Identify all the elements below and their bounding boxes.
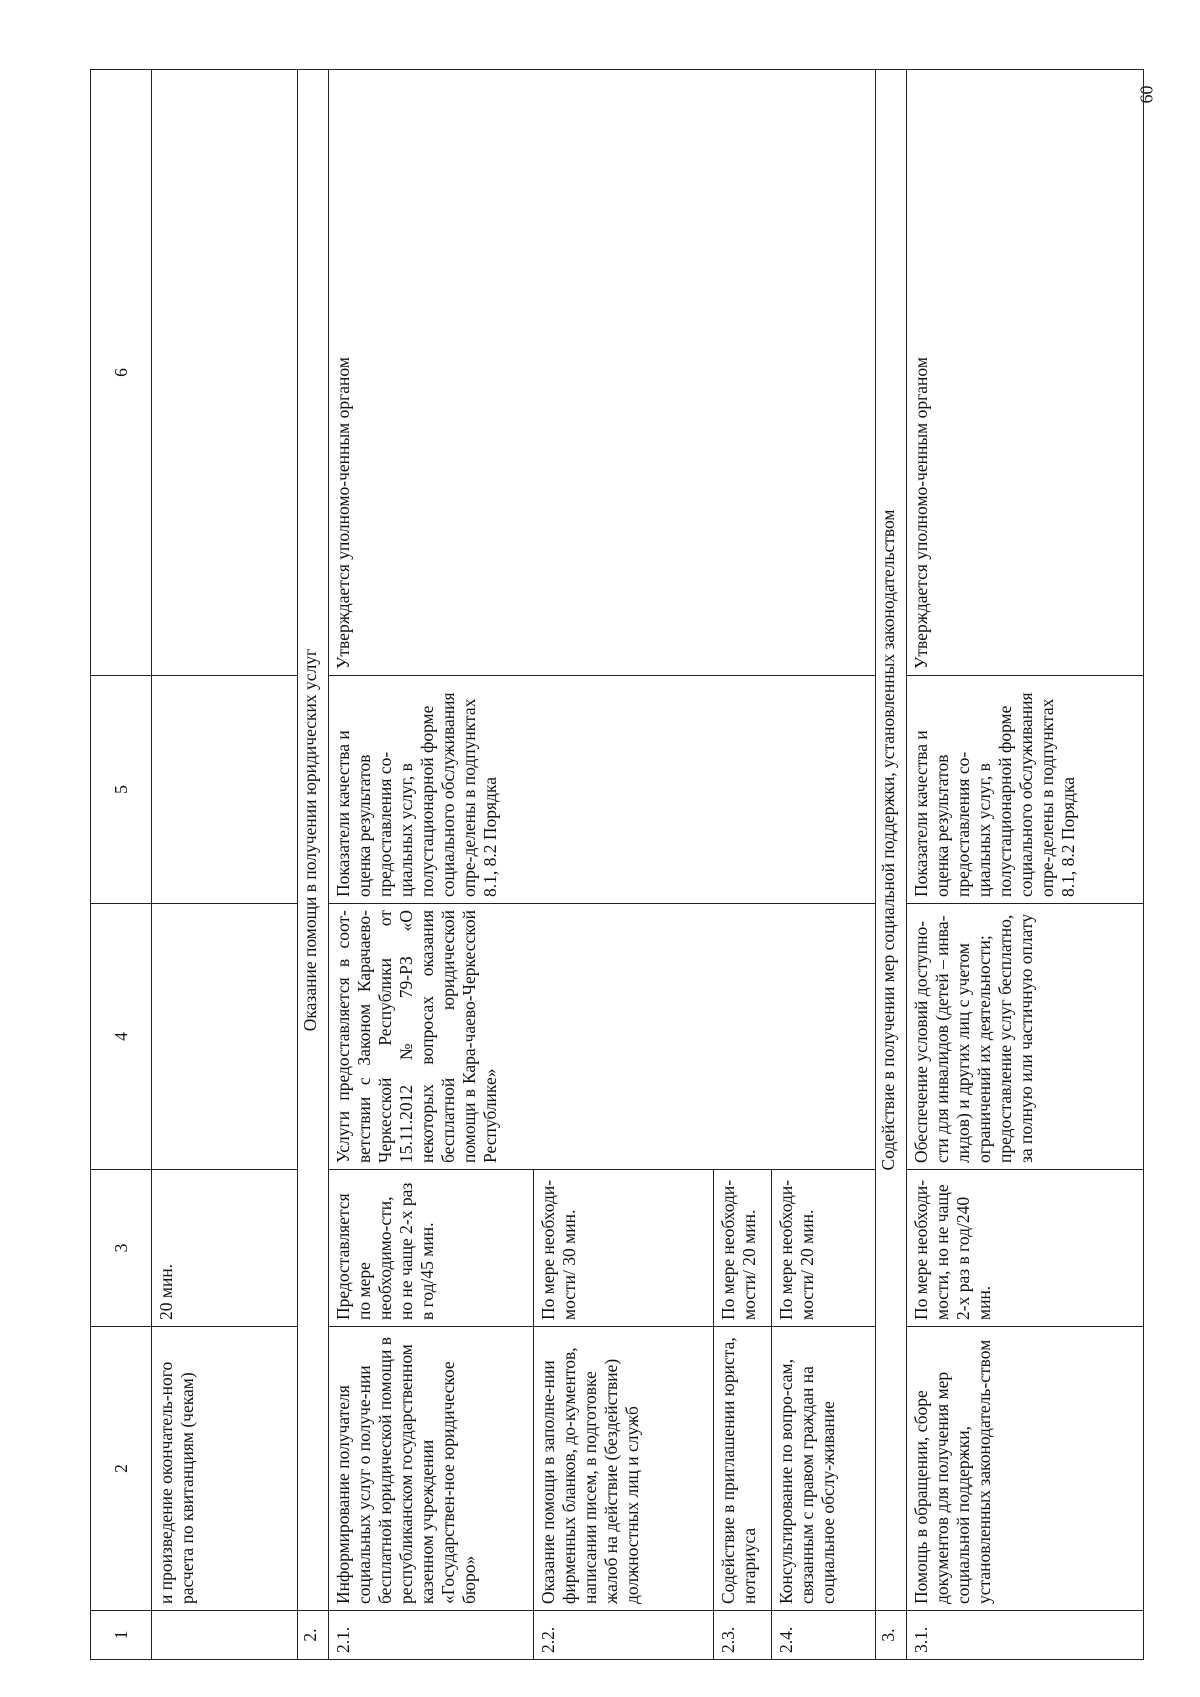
col-num-1: 1: [91, 1611, 152, 1660]
col-num-6: 6: [91, 70, 152, 676]
col-num-5: 5: [91, 676, 152, 904]
section-2-header: [298, 70, 329, 1660]
carry-quality: [152, 676, 298, 904]
services-table: [90, 69, 1144, 1660]
table-row: [329, 70, 534, 1660]
section-2-number: 2.: [298, 1611, 329, 1660]
table-row: [907, 70, 1144, 1660]
row-quality: Показатели качества и оценка результатов предоставления со-циальных услуг, в полустационарной форме социального обслуживания опре-делены в подпунктах 8.1, 8.2 Порядка: [329, 676, 876, 904]
section-3-header: [876, 70, 907, 1660]
section-3-title: Содействие в получении мер социальной поддержки, установленных законодательством: [876, 70, 907, 1611]
row-period: По мере необходи-мости/ 20 мин.: [772, 1170, 876, 1327]
row-number: 2.3.: [714, 1611, 772, 1660]
row-number: 3.1.: [907, 1611, 1144, 1660]
row-service: Помощь в обращении, сборе документов для получения мер социальной поддержки, установленных законодатель-ством: [907, 1327, 1144, 1611]
row-approval: Утверждается уполномо-ченным органом: [907, 70, 1144, 676]
row-number: 2.1.: [329, 1611, 534, 1660]
page-number: 60: [1136, 85, 1157, 104]
row-period: По мере необходи-мости/ 20 мин.: [714, 1170, 772, 1327]
carry-approval: [152, 70, 298, 676]
row-service: Содействие в приглашении юриста, нотариуса: [714, 1327, 772, 1611]
row-service: Информирование получателя социальных услуг о получе-нии бесплатной юридической помощи в республиканском государственном казенном учреждении «Государствен-ное юридическое бюро»: [329, 1327, 534, 1611]
row-conditions: Услуги предоставляется в соот-ветствии с Законом Карачаево-Черкесской Республики от 15.11.2012 № 79-РЗ «О некоторых вопросах оказания бесплатной юридической помощи в Кара-чаево-Черкесской Республике»: [329, 904, 876, 1170]
row-period: По мере необходи-мости/ 30 мин.: [534, 1170, 714, 1327]
carry-num: [152, 1611, 298, 1660]
section-3-number: 3.: [876, 1611, 907, 1660]
row-number: 2.2.: [534, 1611, 714, 1660]
row-period: По мере необходи-мости, но не чаще 2-х раз в год/240 мин.: [907, 1170, 1144, 1327]
row-service: Консультирование по вопро-сам, связанным с правом граждан на социальное обслу-живание: [772, 1327, 876, 1611]
carry-over-row: [152, 70, 298, 1660]
carry-service: и произведение окончатель-ного расчета по квитанциям (чекам): [152, 1327, 298, 1611]
row-period: Предоставляется по мере необходимо-сти, но не чаще 2-х раз в год/45 мин.: [329, 1170, 534, 1327]
col-num-2: 2: [91, 1327, 152, 1611]
row-approval: Утверждается уполномо-ченным органом: [329, 70, 876, 676]
col-num-4: 4: [91, 904, 152, 1170]
section-2-title: Оказание помощи в получении юридических услуг: [298, 70, 329, 1611]
row-service: Оказание помощи в заполне-нии фирменных бланков, до-кументов, написании писем, в подготовке жалоб на действие (бездействие) должностных лиц и служб: [534, 1327, 714, 1611]
carry-period: 20 мин.: [152, 1170, 298, 1327]
row-quality: Показатели качества и оценка результатов предоставления со-циальных услуг, в полустационарной форме социального обслуживания опре-делены в подпунктах 8.1, 8.2 Порядка: [907, 676, 1144, 904]
carry-conditions: [152, 904, 298, 1170]
column-number-row: [91, 70, 152, 1660]
col-num-3: 3: [91, 1170, 152, 1327]
row-conditions: Обеспечение условий доступно-сти для инвалидов (детей – инва-лидов) и других лиц с учетом ограничений их деятельности; предоставление услуг бесплатно, за полную или частичную оплату: [907, 904, 1144, 1170]
row-number: 2.4.: [772, 1611, 876, 1660]
rotated-page: [90, 70, 1144, 1660]
